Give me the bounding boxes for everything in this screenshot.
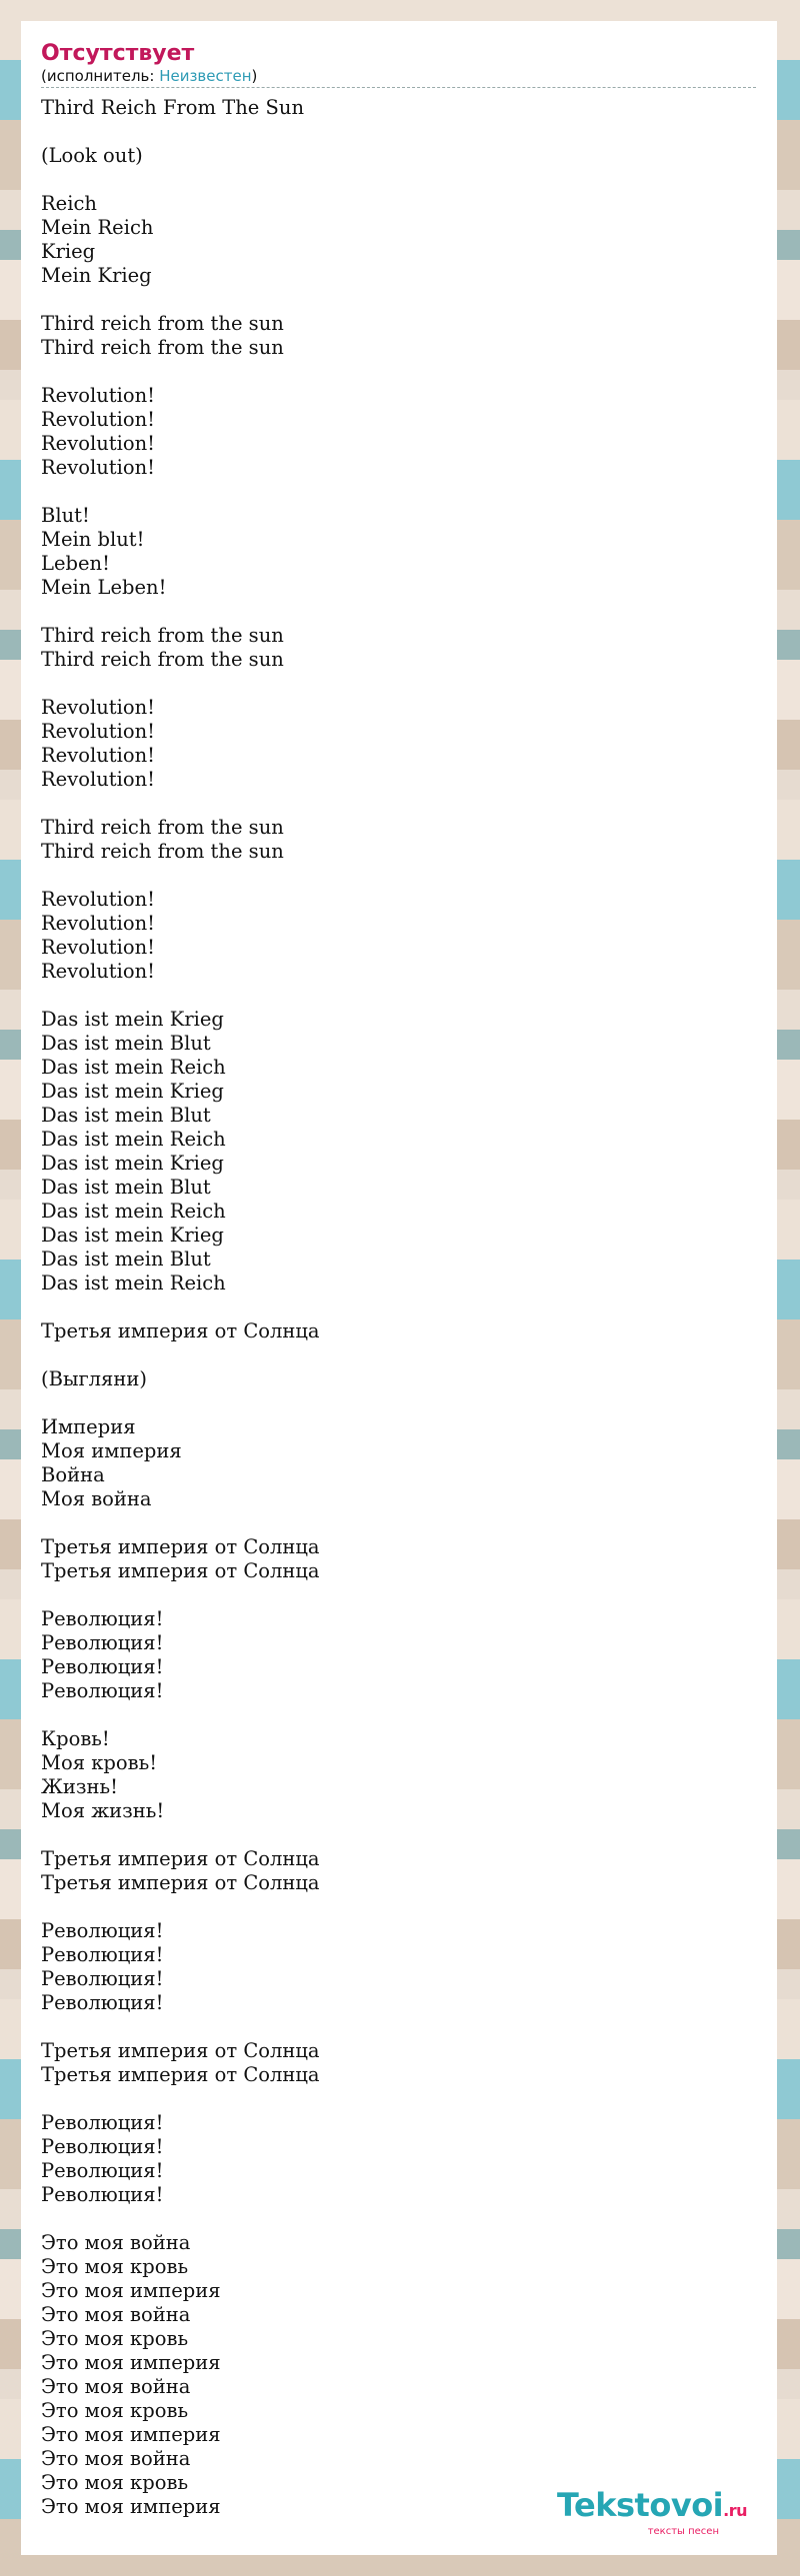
lyric-line: Das ist mein Krieg <box>41 1080 224 1103</box>
lyric-line: Моя кровь! <box>41 1751 158 1774</box>
lyric-line: Das ist mein Blut <box>41 1176 211 1199</box>
lyric-line: Революция! <box>41 2183 164 2206</box>
artist-link[interactable]: Неизвестен <box>159 67 252 85</box>
lyric-line: Third reich from the sun <box>41 816 284 839</box>
lyric-line: Revolution! <box>41 720 155 743</box>
lyric-line: Это моя кровь <box>41 2399 189 2422</box>
lyric-spacer <box>41 2015 757 2039</box>
lyric-spacer <box>41 600 757 624</box>
lyric-line: Revolution! <box>41 744 155 767</box>
lyric-line: Третья империя от Солнца <box>41 1559 320 1582</box>
lyric-spacer <box>41 984 757 1008</box>
lyric-line: Das ist mein Blut <box>41 1104 211 1127</box>
lyric-line: Третья империя от Солнца <box>41 1319 320 1342</box>
lyric-line: Революция! <box>41 2111 164 2134</box>
lyric-spacer <box>41 2207 757 2231</box>
lyric-spacer <box>41 288 757 312</box>
lyric-line: Война <box>41 1463 105 1486</box>
lyric-line: Моя жизнь! <box>41 1799 165 1822</box>
lyric-line: Revolution! <box>41 960 155 983</box>
lyric-line: Третья империя от Солнца <box>41 1871 320 1894</box>
lyric-spacer <box>41 120 757 144</box>
lyric-line: Революция! <box>41 1655 164 1678</box>
lyric-line: Революция! <box>41 1607 164 1630</box>
lyric-line: Revolution! <box>41 408 155 431</box>
lyric-line: Mein blut! <box>41 528 145 551</box>
lyric-line: Revolution! <box>41 384 155 407</box>
lyrics-text <box>41 96 757 2519</box>
lyric-line: Это моя империя <box>41 2279 221 2302</box>
lyric-line: Революция! <box>41 2159 164 2182</box>
lyric-line: Revolution! <box>41 456 155 479</box>
lyric-line: Революция! <box>41 1967 164 1990</box>
lyric-line: Революция! <box>41 1679 164 1702</box>
artist-prefix: (исполнитель: <box>41 67 160 85</box>
lyric-spacer <box>41 864 757 888</box>
lyric-line: Это моя война <box>41 2303 191 2326</box>
lyric-line: Революция! <box>41 2135 164 2158</box>
lyric-spacer <box>41 1511 757 1535</box>
lyric-line: Revolution! <box>41 432 155 455</box>
lyric-line: Revolution! <box>41 888 155 911</box>
lyric-line: Third reich from the sun <box>41 648 284 671</box>
lyric-line: Blut! <box>41 504 90 527</box>
lyric-line: Революция! <box>41 1631 164 1654</box>
lyric-line: Revolution! <box>41 768 155 791</box>
lyric-line: Третья империя от Солнца <box>41 1847 320 1870</box>
lyric-line: Third reich from the sun <box>41 312 284 335</box>
lyric-line: Das ist mein Krieg <box>41 1008 224 1031</box>
lyric-line: Революция! <box>41 1943 164 1966</box>
lyric-line: Третья империя от Солнца <box>41 1535 320 1558</box>
lyric-line: Das ist mein Reich <box>41 1128 226 1151</box>
lyric-line: Это моя империя <box>41 2351 221 2374</box>
artist-suffix: ) <box>251 67 258 85</box>
lyric-spacer <box>41 2087 757 2111</box>
lyric-line: Das ist mein Blut <box>41 1248 211 1271</box>
lyric-line: Революция! <box>41 1991 164 2014</box>
logo-wordmark <box>556 2486 747 2527</box>
lyric-line: Это моя кровь <box>41 2471 189 2494</box>
lyric-line: Это моя империя <box>41 2423 221 2446</box>
lyric-line: Это моя война <box>41 2447 191 2470</box>
lyric-line: Mein Reich <box>41 216 154 239</box>
lyric-line: Krieg <box>41 240 96 263</box>
logo-tld: .ru <box>723 2501 747 2520</box>
lyric-line: Das ist mein Krieg <box>41 1224 224 1247</box>
lyric-line: Third Reich From The Sun <box>41 96 305 119</box>
lyric-line: Mein Leben! <box>41 576 167 599</box>
lyric-line: Революция! <box>41 1919 164 1942</box>
lyric-spacer <box>41 1295 757 1319</box>
lyric-line: Das ist mein Reich <box>41 1272 226 1294</box>
lyric-line: Жизнь! <box>41 1775 118 1798</box>
lyric-line: Моя империя <box>41 1439 182 1462</box>
lyric-line: Империя <box>41 1415 136 1438</box>
lyric-line: Это моя война <box>41 2375 191 2398</box>
lyric-line: Это моя кровь <box>41 2255 189 2278</box>
lyric-line: Это моя война <box>41 2231 191 2254</box>
lyric-spacer <box>41 792 757 816</box>
lyric-spacer <box>41 1391 757 1415</box>
logo-name: Tekstovoi <box>556 2486 724 2524</box>
lyric-line: Кровь! <box>41 1727 110 1750</box>
lyric-spacer <box>41 672 757 696</box>
lyric-line: (Выгляни) <box>41 1367 147 1390</box>
lyric-line: Das ist mein Blut <box>41 1032 211 1055</box>
lyric-line: Mein Krieg <box>41 264 152 287</box>
lyric-spacer <box>41 1895 757 1919</box>
lyric-line: Revolution! <box>41 936 155 959</box>
logo-tagline: тексты песен <box>647 2526 719 2537</box>
lyric-line: Das ist mein Reich <box>41 1200 226 1223</box>
song-title: Отсутствует <box>41 41 195 66</box>
lyric-line: Третья империя от Солнца <box>41 2039 320 2062</box>
lyrics-card <box>21 21 777 2555</box>
lyric-line: Revolution! <box>41 912 155 935</box>
lyric-spacer <box>41 360 757 384</box>
lyric-spacer <box>41 1823 757 1847</box>
lyric-spacer <box>41 1343 757 1367</box>
lyric-line: Leben! <box>41 552 110 575</box>
lyric-spacer <box>41 1703 757 1727</box>
lyric-line: Third reich from the sun <box>41 840 284 863</box>
lyric-line: Это моя империя <box>41 2495 221 2518</box>
artist-line <box>41 67 756 88</box>
site-logo[interactable] <box>556 2486 747 2537</box>
lyric-line: Третья империя от Солнца <box>41 2063 320 2086</box>
lyric-line: Reich <box>41 192 97 215</box>
lyric-line: Third reich from the sun <box>41 336 284 359</box>
lyric-line: Third reich from the sun <box>41 624 284 647</box>
lyric-line: (Look out) <box>41 144 143 167</box>
lyric-line: Моя война <box>41 1487 152 1510</box>
lyric-line: Das ist mein Reich <box>41 1056 226 1079</box>
lyric-line: Das ist mein Krieg <box>41 1152 224 1175</box>
lyric-line: Revolution! <box>41 696 155 719</box>
lyric-spacer <box>41 480 757 504</box>
lyric-line: Это моя кровь <box>41 2327 189 2350</box>
lyric-spacer <box>41 1583 757 1607</box>
lyric-spacer <box>41 168 757 192</box>
